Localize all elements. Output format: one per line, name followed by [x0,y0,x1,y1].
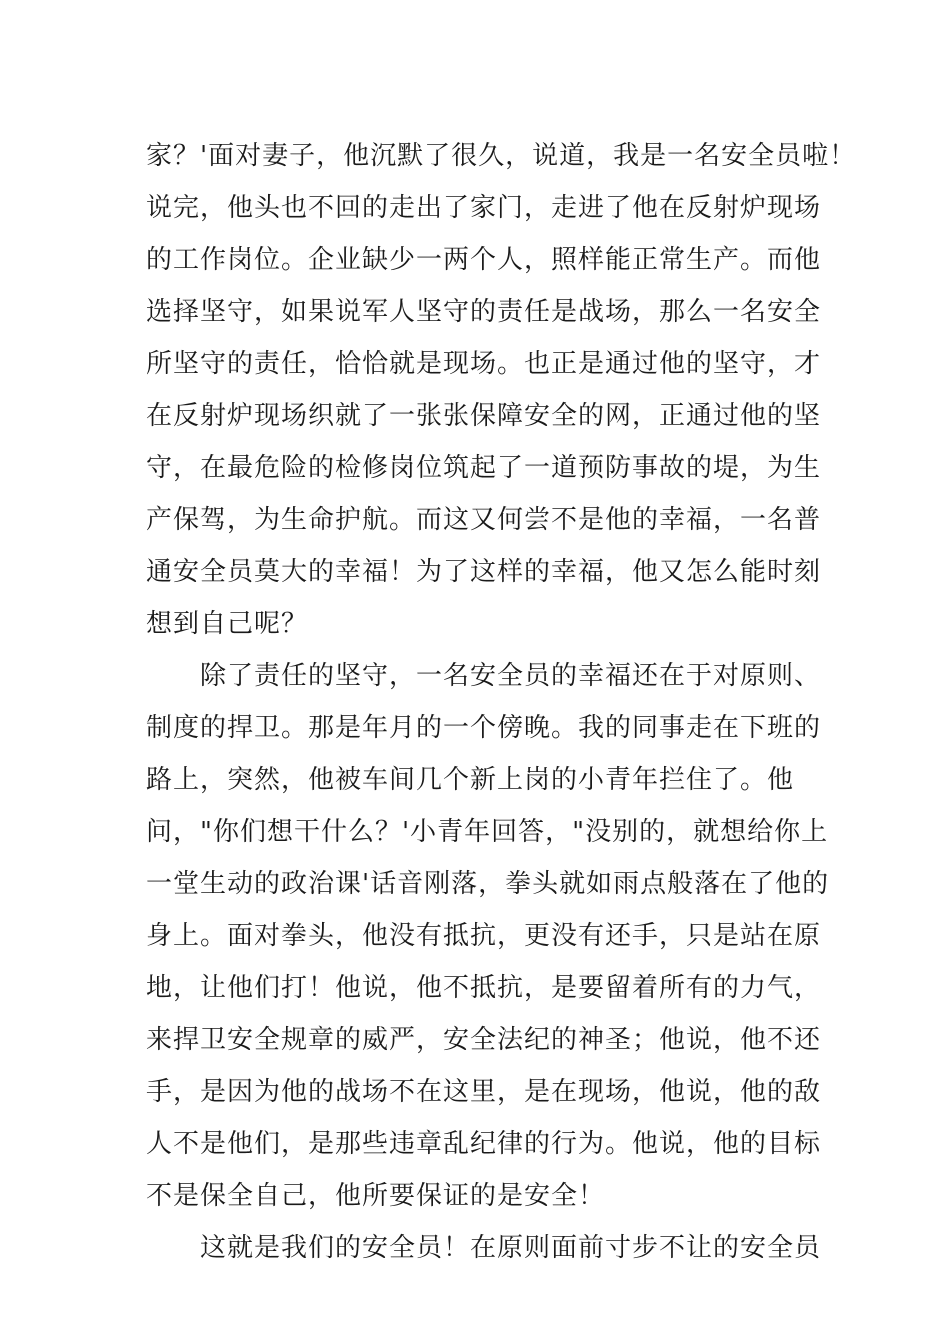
text-line: 手，是因为他的战场不在这里，是在现场，他说，他的敌 [146,1077,822,1107]
text-line: 身上。面对拳头，他没有抵抗，更没有还手，只是站在原 [146,921,822,951]
text-line: 的工作岗位。企业缺少一两个人，照样能正常生产。而他 [146,245,822,275]
text-line: 不是保全自己，他所要保证的是安全！ [146,1181,606,1211]
text-line: 所坚守的责任，恰恰就是现场。也正是通过他的坚守，才 [146,349,822,379]
text-line: 来捍卫安全规章的威严，安全法纪的神圣；他说，他不还 [146,1025,822,1055]
text-line: 选择坚守，如果说军人坚守的责任是战场，那么一名安全 [146,297,822,327]
text-line: 人不是他们，是那些违章乱纪律的行为。他说，他的目标 [146,1129,822,1159]
text-line: 家？'面对妻子，他沉默了很久，说道，我是一名安全员啦！ [146,141,857,171]
text-line: 路上，突然，他被车间几个新上岗的小青年拦住了。他 [146,765,795,795]
text-line: 问，"你们想干什么？'小青年回答，"没别的，就想给你上 [146,817,829,847]
document-body [146,130,857,1274]
text-line: 产保驾，为生命护航。而这又何尝不是他的幸福，一名普 [146,505,822,535]
paragraph-first-line: 这就是我们的安全员！在原则面前寸步不让的安全员 [200,1233,822,1263]
text-line: 地，让他们打！他说，他不抵抗，是要留着所有的力气， [146,973,822,1003]
text-line: 通安全员莫大的幸福！为了这样的幸福，他又怎么能时刻 [146,557,822,587]
text-line: 在反射炉现场织就了一张张保障安全的网，正通过他的坚 [146,401,822,431]
text-line: 制度的捍卫。那是年月的一个傍晚。我的同事走在下班的 [146,713,822,743]
text-line: 说完，他头也不回的走出了家门，走进了他在反射炉现场 [146,193,822,223]
text-line: 守，在最危险的检修岗位筑起了一道预防事故的堤，为生 [146,453,822,483]
text-line: 想到自己呢？ [146,609,309,639]
text-line: 一堂生动的政治课'话音刚落，拳头就如雨点般落在了他的 [146,869,830,899]
paragraph-first-line: 除了责任的坚守，一名安全员的幸福还在于对原则、 [200,661,822,691]
